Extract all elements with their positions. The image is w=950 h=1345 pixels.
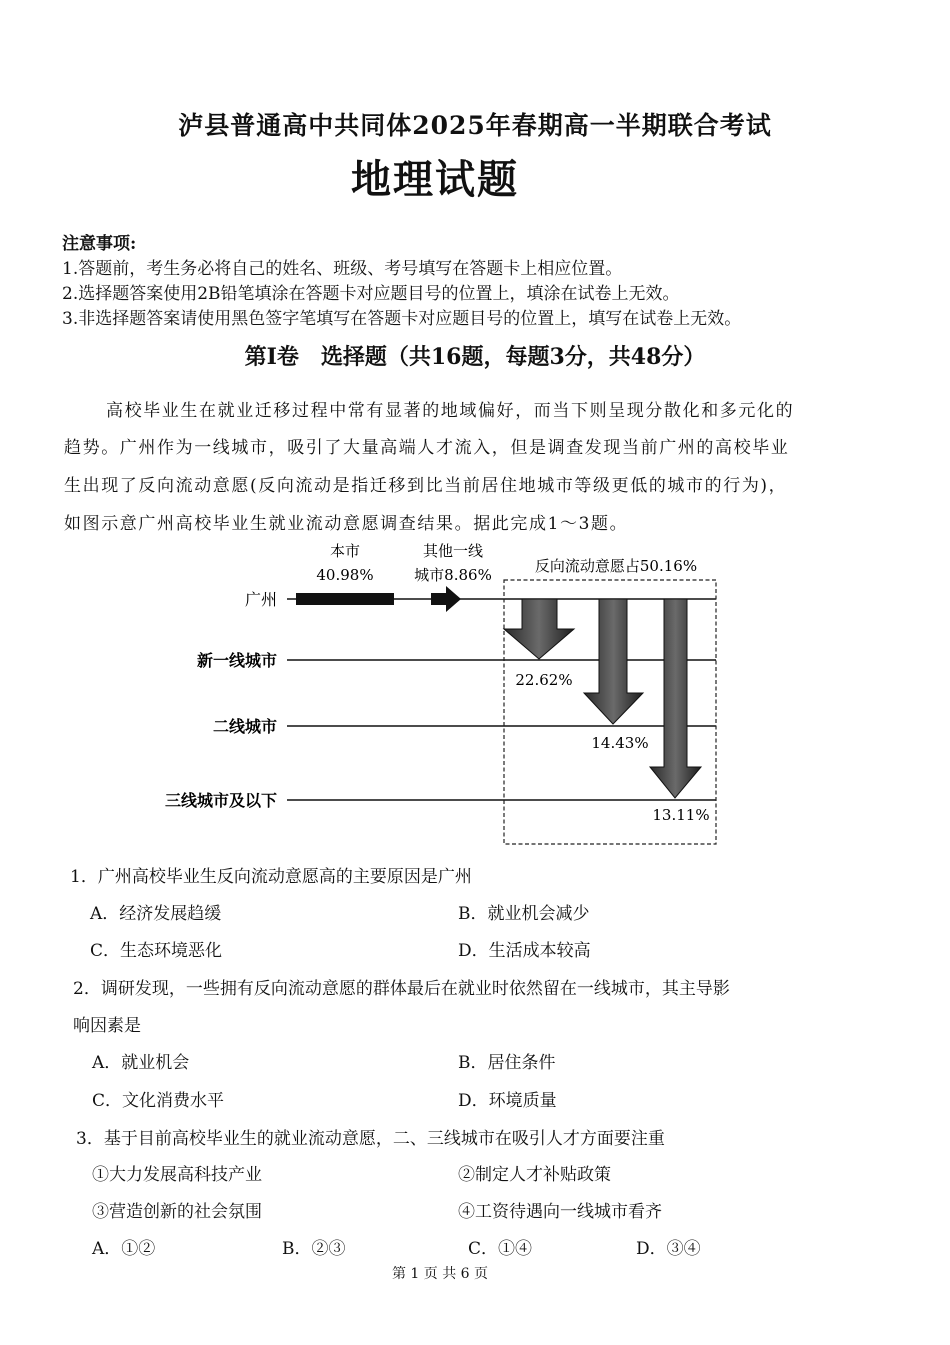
question-stem: 3．基于目前高校毕业生的就业流动意愿，二、三线城市在吸引人才方面要注重 — [76, 1129, 665, 1149]
other-value: 城市8.86% — [414, 566, 492, 584]
note-item: 2.选择题答案使用2B铅笔填涂在答题卡对应题目号的位置上，填涂在试卷上无效。 — [62, 284, 680, 304]
arrow-value: 14.43% — [591, 734, 649, 752]
statement-item: ①大力发展高科技产业 — [92, 1165, 262, 1185]
arrow-value: 13.11% — [652, 806, 710, 824]
note-item: 3.非选择题答案请使用黑色签字笔填写在答题卡对应题目号的位置上，填写在试卷上无效。 — [62, 309, 742, 329]
note-item: 1.答题前，考生务必将自己的姓名、班级、考号填写在答题卡上相应位置。 — [62, 259, 623, 279]
option: B．居住条件 — [458, 1053, 556, 1073]
option: D．生活成本较高 — [458, 941, 591, 961]
page-footer: 第 1 页 共 6 页 — [391, 1266, 489, 1282]
passage-line: 生出现了反向流动意愿(反向流动是指迁移到比当前居住地城市等级更低的城市的行为)， — [64, 476, 788, 496]
question-stem: 2．调研发现，一些拥有反向流动意愿的群体最后在就业时依然留在一线城市，其主导影 — [73, 979, 730, 999]
statement-item: ④工资待遇向一线城市看齐 — [458, 1202, 662, 1222]
question-stem-cont: 响因素是 — [73, 1016, 141, 1036]
option: D．③④ — [636, 1239, 701, 1259]
option: B．就业机会减少 — [458, 904, 590, 924]
arrow-value: 22.62% — [515, 671, 573, 689]
option: A．就业机会 — [92, 1053, 190, 1073]
passage-line: 趋势。广州作为一线城市，吸引了大量高端人才流入，但是调查发现当前广州的高校毕业 — [64, 438, 790, 458]
notes-heading: 注意事项: — [62, 234, 137, 254]
reverse-label: 反向流动意愿占50.16% — [534, 557, 698, 575]
local-arrow — [296, 593, 394, 605]
exam-title: 泸县普通高中共同体2025年春期高一半期联合考试 — [178, 111, 772, 140]
option: B．②③ — [282, 1239, 346, 1259]
passage-line: 高校毕业生在就业迁移过程中常有显著的地域偏好，而当下则呈现分散化和多元化的 — [106, 401, 795, 421]
row-label: 三线城市及以下 — [164, 791, 277, 810]
question-stem: 1．广州高校毕业生反向流动意愿高的主要原因是广州 — [70, 867, 472, 887]
row-label: 新一线城市 — [196, 651, 277, 670]
option: A．经济发展趋缓 — [90, 904, 222, 924]
local-value: 40.98% — [316, 566, 374, 584]
section-title: 第Ⅰ卷 选择题（共16题，每题3分，共48分） — [244, 344, 706, 370]
option: C．①④ — [468, 1239, 533, 1259]
arrow-tier2 — [584, 599, 643, 724]
option: D．环境质量 — [458, 1091, 557, 1111]
other-arrow — [431, 586, 461, 612]
option: A．①② — [92, 1239, 156, 1259]
row-label: 广州 — [244, 590, 277, 609]
option: C．生态环境恶化 — [90, 941, 223, 961]
row-label: 二线城市 — [212, 717, 277, 736]
option: C．文化消费水平 — [92, 1091, 225, 1111]
passage-line: 如图示意广州高校毕业生就业流动意愿调查结果。据此完成1～3题。 — [64, 514, 629, 534]
other-label: 其他一线 — [422, 542, 484, 560]
flow-figure — [0, 530, 950, 850]
local-label: 本市 — [329, 542, 361, 560]
statement-item: ②制定人才补贴政策 — [458, 1165, 611, 1185]
statement-item: ③营造创新的社会氛围 — [92, 1202, 262, 1222]
subject-title: 地理试题 — [351, 156, 519, 203]
arrow-tier3 — [650, 599, 701, 798]
arrow-new-tier1 — [504, 599, 574, 659]
